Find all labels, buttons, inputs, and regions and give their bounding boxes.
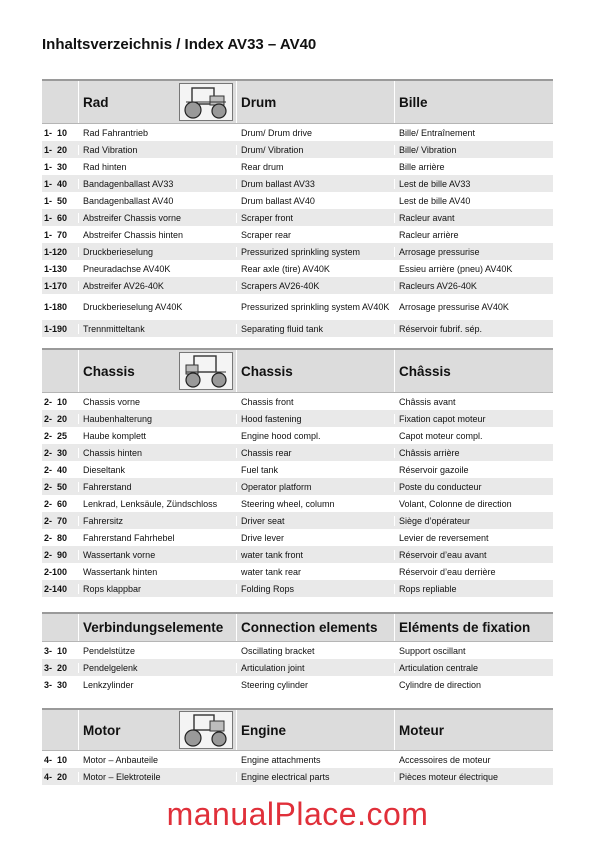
- row-number: 2- 25: [44, 430, 68, 441]
- row-french: Racleur arrière: [394, 230, 553, 240]
- header-number-cell: [42, 81, 78, 123]
- table-row: [42, 478, 553, 495]
- row-french: Capot moteur compl.: [394, 431, 553, 441]
- row-english: Oscillating bracket: [236, 646, 394, 656]
- row-english: Hood fastening: [236, 414, 394, 424]
- table-row: [42, 444, 553, 461]
- row-german: Dieseltank: [78, 465, 236, 475]
- header-french: Bille: [394, 81, 553, 123]
- row-english: Scrapers AV26-40K: [236, 281, 394, 291]
- row-number: 2- 70: [44, 515, 68, 526]
- row-english: Articulation joint: [236, 663, 394, 673]
- row-number: 2- 10: [44, 396, 68, 407]
- row-english: water tank rear: [236, 567, 394, 577]
- row-english: Chassis rear: [236, 448, 394, 458]
- row-french: Réservoir fubrif. sép.: [394, 324, 553, 334]
- row-number: 1- 60: [44, 212, 68, 223]
- row-english: Drum/ Vibration: [236, 145, 394, 155]
- row-number: 2- 40: [44, 464, 68, 475]
- row-german: Rops klappbar: [78, 584, 236, 594]
- table-row: [42, 512, 553, 529]
- row-number: 1-130: [44, 263, 68, 274]
- row-number: 1- 30: [44, 161, 68, 172]
- row-german: Bandagenballast AV33: [78, 179, 236, 189]
- row-number: 3- 20: [44, 662, 68, 673]
- section-motor: [42, 708, 553, 785]
- table-row: [42, 529, 553, 546]
- row-english: Engine hood compl.: [236, 431, 394, 441]
- header-english: Chassis: [236, 350, 394, 392]
- row-german: Pneuradachse AV40K: [78, 264, 236, 274]
- row-german: Fahrerstand: [78, 482, 236, 492]
- row-english: Pressurized sprinkling system: [236, 247, 394, 257]
- row-english: Engine electrical parts: [236, 772, 394, 782]
- section-rows: [42, 124, 553, 337]
- row-french: Siège d’opérateur: [394, 516, 553, 526]
- roller-illustration: [179, 83, 233, 121]
- row-english: Steering wheel, column: [236, 499, 394, 509]
- table-row: [42, 320, 553, 337]
- row-number: 1- 70: [44, 229, 68, 240]
- table-row: [42, 461, 553, 478]
- row-number: 1-180: [44, 302, 68, 312]
- section-rows: [42, 642, 553, 693]
- row-english: Drive lever: [236, 533, 394, 543]
- table-row: [42, 563, 553, 580]
- row-english: Rear drum: [236, 162, 394, 172]
- roller-illustration: [179, 711, 233, 749]
- row-german: Rad hinten: [78, 162, 236, 172]
- row-french: Bille/ Entraînement: [394, 128, 553, 138]
- row-german: Haubenhalterung: [78, 414, 236, 424]
- row-french: Racleur avant: [394, 213, 553, 223]
- row-german: Chassis hinten: [78, 448, 236, 458]
- table-row: [42, 124, 553, 141]
- table-row: [42, 546, 553, 563]
- row-german: Motor – Anbauteile: [78, 755, 236, 765]
- row-french: Lest de bille AV40: [394, 196, 553, 206]
- section-header: [42, 348, 553, 393]
- row-french: Fixation capot moteur: [394, 414, 553, 424]
- section-verbindungselemente: [42, 612, 553, 693]
- row-french: Réservoir d’eau derrière: [394, 567, 553, 577]
- section-header: [42, 79, 553, 124]
- section-rad: [42, 79, 553, 337]
- row-german: Lenkrad, Lenksäule, Zündschloss: [78, 499, 236, 509]
- row-french: Réservoir d’eau avant: [394, 550, 553, 560]
- header-number-cell: [42, 350, 78, 392]
- table-row: [42, 141, 553, 158]
- header-english: Engine: [236, 710, 394, 750]
- row-number: 2- 60: [44, 498, 68, 509]
- header-german: Chassis: [78, 350, 236, 392]
- row-german: Abstreifer Chassis hinten: [78, 230, 236, 240]
- row-french: Lest de bille AV33: [394, 179, 553, 189]
- table-row: [42, 495, 553, 512]
- row-number: 1-190: [44, 323, 68, 334]
- watermark-text: manualPlace.com: [166, 796, 429, 832]
- row-number: 2- 30: [44, 447, 68, 458]
- row-french: Châssis arrière: [394, 448, 553, 458]
- row-french: Bille arrière: [394, 162, 553, 172]
- row-english: Drum ballast AV33: [236, 179, 394, 189]
- row-german: Fahrerstand Fahrhebel: [78, 533, 236, 543]
- row-german: Druckberieselung: [78, 247, 236, 257]
- header-english: Drum: [236, 81, 394, 123]
- row-english: Rear axle (tire) AV40K: [236, 264, 394, 274]
- table-row: [42, 260, 553, 277]
- row-french: Rops repliable: [394, 584, 553, 594]
- row-english: Scraper rear: [236, 230, 394, 240]
- page-title: Inhaltsverzeichnis / Index AV33 – AV40: [42, 36, 317, 53]
- row-french: Essieu arrière (pneu) AV40K: [394, 264, 553, 274]
- row-number: 2- 90: [44, 549, 68, 560]
- row-english: Drum/ Drum drive: [236, 128, 394, 138]
- row-number: 2- 80: [44, 532, 68, 543]
- header-french: Châssis: [394, 350, 553, 392]
- row-number: 1- 40: [44, 178, 68, 189]
- row-number: 2-140: [44, 583, 68, 594]
- table-row: [42, 175, 553, 192]
- row-french: Support oscillant: [394, 646, 553, 656]
- table-row: [42, 642, 553, 659]
- table-row: [42, 410, 553, 427]
- row-german: Abstreifer Chassis vorne: [78, 213, 236, 223]
- row-german: Pendelstütze: [78, 646, 236, 656]
- row-french: Levier de reversement: [394, 533, 553, 543]
- row-english: Separating fluid tank: [236, 324, 394, 334]
- row-number: 4- 20: [44, 771, 68, 782]
- row-german: Chassis vorne: [78, 397, 236, 407]
- section-header: [42, 612, 553, 642]
- header-number-cell: [42, 710, 78, 750]
- row-french: Arrosage pressurise: [394, 247, 553, 257]
- row-german: Pendelgelenk: [78, 663, 236, 673]
- table-row: [42, 158, 553, 175]
- header-french: Eléments de fixation: [394, 614, 553, 641]
- table-row: [42, 659, 553, 676]
- row-german: Abstreifer AV26-40K: [78, 281, 236, 291]
- row-number: 3- 10: [44, 645, 68, 656]
- header-german: Motor: [78, 710, 236, 750]
- row-french: Volant, Colonne de direction: [394, 499, 553, 509]
- roller-illustration: [179, 352, 233, 390]
- table-row: [42, 277, 553, 294]
- row-french: Châssis avant: [394, 397, 553, 407]
- row-english: Scraper front: [236, 213, 394, 223]
- table-row: [42, 243, 553, 260]
- row-french: Articulation centrale: [394, 663, 553, 673]
- row-german: Haube komplett: [78, 431, 236, 441]
- row-french: Poste du conducteur: [394, 482, 553, 492]
- row-english: water tank front: [236, 550, 394, 560]
- row-french: Cylindre de direction: [394, 680, 553, 690]
- row-number: 2- 50: [44, 481, 68, 492]
- row-german: Druckberieselung AV40K: [78, 302, 236, 312]
- table-row: [42, 676, 553, 693]
- row-french: Bille/ Vibration: [394, 145, 553, 155]
- section-chassis: [42, 348, 553, 597]
- row-french: Accessoires de moteur: [394, 755, 553, 765]
- header-number-cell: [42, 614, 78, 641]
- row-german: Rad Vibration: [78, 145, 236, 155]
- row-number: 1- 10: [44, 127, 68, 138]
- table-row: [42, 209, 553, 226]
- header-german: Rad: [78, 81, 236, 123]
- row-english: Engine attachments: [236, 755, 394, 765]
- section-header: [42, 708, 553, 751]
- row-german: Wassertank hinten: [78, 567, 236, 577]
- table-row: [42, 192, 553, 209]
- table-row: [42, 580, 553, 597]
- section-rows: [42, 751, 553, 785]
- row-english: Fuel tank: [236, 465, 394, 475]
- row-english: Chassis front: [236, 397, 394, 407]
- row-english: Operator platform: [236, 482, 394, 492]
- row-number: 1- 20: [44, 144, 68, 155]
- section-rows: [42, 393, 553, 597]
- table-row: [42, 294, 553, 320]
- table-row: [42, 393, 553, 410]
- row-german: Lenkzylinder: [78, 680, 236, 690]
- row-german: Rad Fahrantrieb: [78, 128, 236, 138]
- row-french: Réservoir gazoile: [394, 465, 553, 475]
- row-german: Fahrersitz: [78, 516, 236, 526]
- row-german: Bandagenballast AV40: [78, 196, 236, 206]
- row-french: Pièces moteur électrique: [394, 772, 553, 782]
- row-english: Drum ballast AV40: [236, 196, 394, 206]
- row-german: Wassertank vorne: [78, 550, 236, 560]
- row-english: Steering cylinder: [236, 680, 394, 690]
- header-german: Verbindungselemente: [78, 614, 236, 641]
- row-number: 1-170: [44, 280, 68, 291]
- table-row: [42, 768, 553, 785]
- row-number: 3- 30: [44, 679, 68, 690]
- header-english: Connection elements: [236, 614, 394, 641]
- header-french: Moteur: [394, 710, 553, 750]
- row-english: Pressurized sprinkling system AV40K: [236, 302, 394, 312]
- row-number: 2- 20: [44, 413, 68, 424]
- row-number: 2-100: [44, 566, 68, 577]
- row-number: 4- 10: [44, 754, 68, 765]
- row-number: 1- 50: [44, 195, 68, 206]
- table-row: [42, 226, 553, 243]
- row-french: Arrosage pressurise AV40K: [394, 302, 553, 312]
- row-french: Racleurs AV26-40K: [394, 281, 553, 291]
- row-english: Folding Rops: [236, 584, 394, 594]
- table-row: [42, 751, 553, 768]
- row-english: Driver seat: [236, 516, 394, 526]
- table-row: [42, 427, 553, 444]
- row-german: Trennmitteltank: [78, 324, 236, 334]
- row-german: Motor – Elektroteile: [78, 772, 236, 782]
- row-number: 1-120: [44, 246, 68, 257]
